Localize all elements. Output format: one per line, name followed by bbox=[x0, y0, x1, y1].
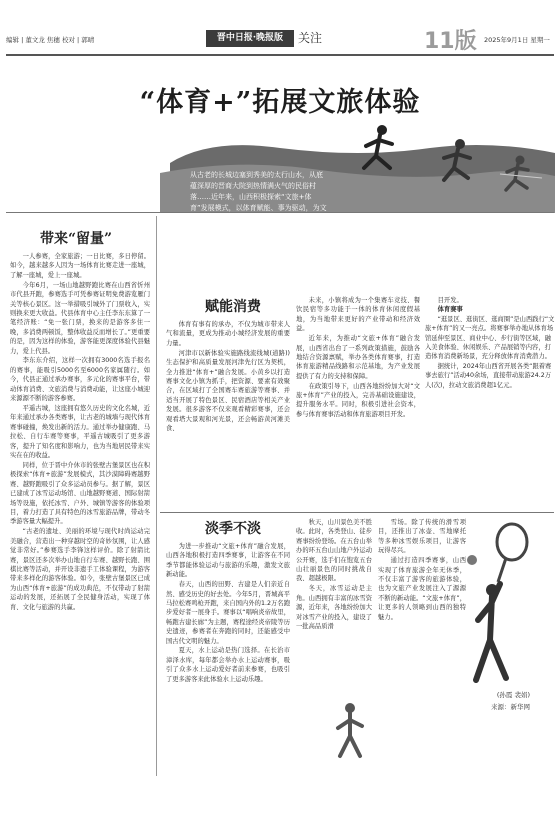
paragraph: 未来，小镇将成为一个集赛车竞技、餐饮民宿等多功能于一体的体育休闲度假基地，为当地带来更好的产业带动和经济效益。 bbox=[296, 297, 420, 333]
section-title-fuxiaofei: 赋能消费 bbox=[205, 299, 261, 315]
section-title-liuliang: 带来“留量” bbox=[40, 231, 113, 247]
editors-line: 编辑 | 董文龙 焦穗 校对 | 郭晴 bbox=[6, 36, 95, 44]
paragraph: 夏天，水上运动是热门选择。在长治市漳泽水库，每年都会举办水上运动赛事，吸引了众多水上运动爱好者前来参赛，也吸引了更多游客来此体验水上运动乐趣。 bbox=[166, 647, 290, 683]
masthead-rule bbox=[6, 54, 554, 56]
section-body-fuxiaofei-3 bbox=[425, 296, 555, 390]
paragraph: 冬天，冰雪运动是主角。山西拥有丰富的冰雪资源，近年来，各地纷纷加大对冰雪产业的投入，建设了一批高品质滑 bbox=[296, 585, 372, 630]
paragraph: 雪场。除了传统的滑雪项目，还推出了冰壶、雪地摩托等多种冰雪娱乐项目，让游客玩得尽兴。 bbox=[378, 519, 466, 555]
paragraph: 为进一步推动“文旅+体育”融合发展，山西各地积极打造四季赛事，让游客在不同季节都能体验运动与旅游的乐趣，激发文旅新动能。 bbox=[166, 543, 290, 579]
paragraph: 同样，位于晋中介休市的张壁古堡景区也在积极探索“体育+旅游”发展模式，其沙漠障碍赛越野赛、越野跑吸引了众多运动员参与。据了解，景区已建成了冰雪运动场馆、山地越野赛道、国际射箭场等设施，依托冰雪、户外、城镇等游客的体验项目，着力打造了具有特色的冰雪旅游品牌，带动冬季游客量大幅提升。 bbox=[10, 461, 150, 526]
paragraph: “逛景区、逛街区、逛商圈”是山西践行“文旅+体育”的又一亮点。将赛事举办地从体育场馆延伸至景区、商业中心、步行街等区域，融入美食体验、休闲娱乐、产品展销等内容，打造体育消费新场景，充分释放体育消费潜力。 bbox=[425, 315, 555, 361]
paragraph: 目开发。 bbox=[437, 297, 463, 304]
paragraph: 通过打造四季赛事，山西实现了体育旅游全年无休季，不仅丰富了游客的旅游体验，也为文旅产业发展注入了源源不断的新动能。“文旅+体育”，让更多的人领略到山西的独特魅力。 bbox=[378, 557, 466, 621]
paragraph: 据统计，2024年山西省开展各类“跟着赛事去旅行”活动40余场，直接带动旅游24.2万人(次)，拉动文旅消费超1亿元。 bbox=[425, 362, 552, 389]
paragraph: 河津市以新体验实施路线流线城(道路))生态保护和高质量发展河津先行区为契机，全力推进“体育+”融合发展。小黄乡以打造赛事文化小镇为抓手，把资源、要素有效聚合，在区域打了全国赛车赛旅游等赛事、并适当开展了特色景区、民宿酒店等相关产业发展。很多游客不仅来观看精彩赛事，还会观看塔大景观和河光景，还会畅游黄河滩美食、 bbox=[166, 349, 290, 432]
paragraph: 平遥古城，这座拥有悠久历史的文化名城，近年来通过承办各类赛事，让古老的城墙与现代体育赛事碰撞，焕发出新的活力。通过举办健康跑、马拉松、自行车赛等赛事，平遥古城吸引了更多游客，提升了知名度和影响力，也为当地居民带来实实在在的收益。 bbox=[10, 405, 150, 460]
section-body-danjibudan-1 bbox=[166, 542, 290, 782]
paragraph: 今年6月，一场山地越野跑比赛在山西省忻州市代县开跑，参赛选手可凭参赛证明免费游览雁门关等核心景区。这一举措吸引城外了门票收入，实则换来更大收益。代县体育中心主任李东东算了一笔经济账：“免一张门票，换来的是游客多住一晚，多消费两顿饭，整体收益反而增长了。”更重要的是，因为这样的体验，游客能更深度体验代县魅力，爱上代县。 bbox=[10, 281, 150, 355]
paragraph: 在政策引导下，山西各地纷纷加大对“文旅+体育”产业的投入，完善基础设施建设，提升服务水平。同时，积极引进社会资本，参与体育赛事活动和体育旅游项目开发。 bbox=[296, 382, 420, 418]
tennis-illustration bbox=[462, 520, 552, 700]
headline: “体育+”拓展文旅体验 bbox=[139, 87, 421, 118]
subhead-tiyusaishi: 体育赛事 bbox=[437, 306, 463, 314]
section-body-fuxiaofei-1 bbox=[166, 320, 290, 510]
source-credit: 来源：新华网 bbox=[491, 703, 530, 711]
top-divider bbox=[6, 212, 554, 213]
paragraph: 李东东介绍，这样一次拥有3000名选手报名的赛事，能吸引5000名至6000名家属随行。如今，代县正通过承办赛事，多元化的赛事平台，带动体育消费、文旅消费与消费动能，让这座小城迎来源源不断的游客参赛。 bbox=[10, 357, 150, 403]
lead-paragraph: 从古老的长城边塞到秀美的太行山水，从底蕴深厚的晋商大院到热情满火气的民俗村落……近年来，山西积极探索“文旅+体育”发展模式，以体育赋能、事为驱动，为文旅产业注入新的活力。 bbox=[190, 171, 327, 223]
masthead bbox=[6, 28, 554, 54]
byline: (孙霞 裴娟) bbox=[496, 691, 530, 699]
issue-date: 2025年9月1日 星期一 bbox=[484, 36, 550, 44]
section-body-fuxiaofei-2 bbox=[296, 296, 420, 510]
paragraph: “古老的遗址、美丽的环境与现代时尚运动完美融合，营造出一种穿越时空的奇妙氛围，让人感觉非常好。”参赛选手李锋这样评价。除了射箭比赛，景区还多次举办山地自行车赛、越野长跑、围棋比赛等活动，并开设非遗手工体验课程，为游客带来多样化的游客体验。如今，张壁古堡景区已成为山西“体育+旅游”的成功典范，不仅带动了射箭运动的发展，还拓展了全民健身活动，实现了体育、文化与旅游的共赢。 bbox=[10, 528, 150, 611]
middle-divider bbox=[160, 512, 554, 513]
paragraph: 体育有事有的承办，不仅为城市带来人气和流量，更成为推动小城经济发展的重要力量。 bbox=[166, 321, 290, 347]
page-number: 11版 bbox=[424, 29, 477, 54]
section-body-danjibudan-3 bbox=[378, 518, 466, 678]
paragraph: 一人参赛，全家旅游；一日比赛，多日停留。如今，越来越多人因为一场体育比赛走进一座城，了解一座城，爱上一座城。 bbox=[10, 253, 150, 279]
column-divider bbox=[156, 216, 157, 776]
paragraph: 秋天，山川景色美不胜收。此时，各类登山、徒步赛事纷纷登场。在五台山举办的环五台山山地户外运动公开赛，选手们在饱览五台山壮丽景色的同时挑战自我、超越极限。 bbox=[296, 519, 372, 583]
paragraph: 近年来，为推动“文旅+体育”融合发展，山西省出台了一系列政策措施，鼓励各地结合资源禀赋，举办各类体育赛事，打造体育旅游精品线路和示范基地，为产业发展提供了有力的支持和保障。 bbox=[296, 335, 420, 380]
paragraph: 春天，山西的田野、古建是人们亲近自然、感受历史的好去处。今年5月，晋城高平马拉松赛鸣枪开跑，来自国内外的1.2万名跑步爱好者一展身手。赛事以“唱响炎帝故里，畅跑古建长廊”为主题，赛程途经炎帝陵等历史遗迹，参赛者在奔跑的同时，还能感受中国古代文明的魅力。 bbox=[166, 581, 290, 645]
section-title-danjibudan: 淡季不淡 bbox=[205, 521, 261, 537]
player-illustration bbox=[330, 700, 370, 760]
newspaper-logo: 晋中日报·晚报版 bbox=[206, 30, 294, 47]
section-body-liuliang bbox=[10, 252, 150, 702]
section-name: 关注 bbox=[298, 31, 323, 45]
